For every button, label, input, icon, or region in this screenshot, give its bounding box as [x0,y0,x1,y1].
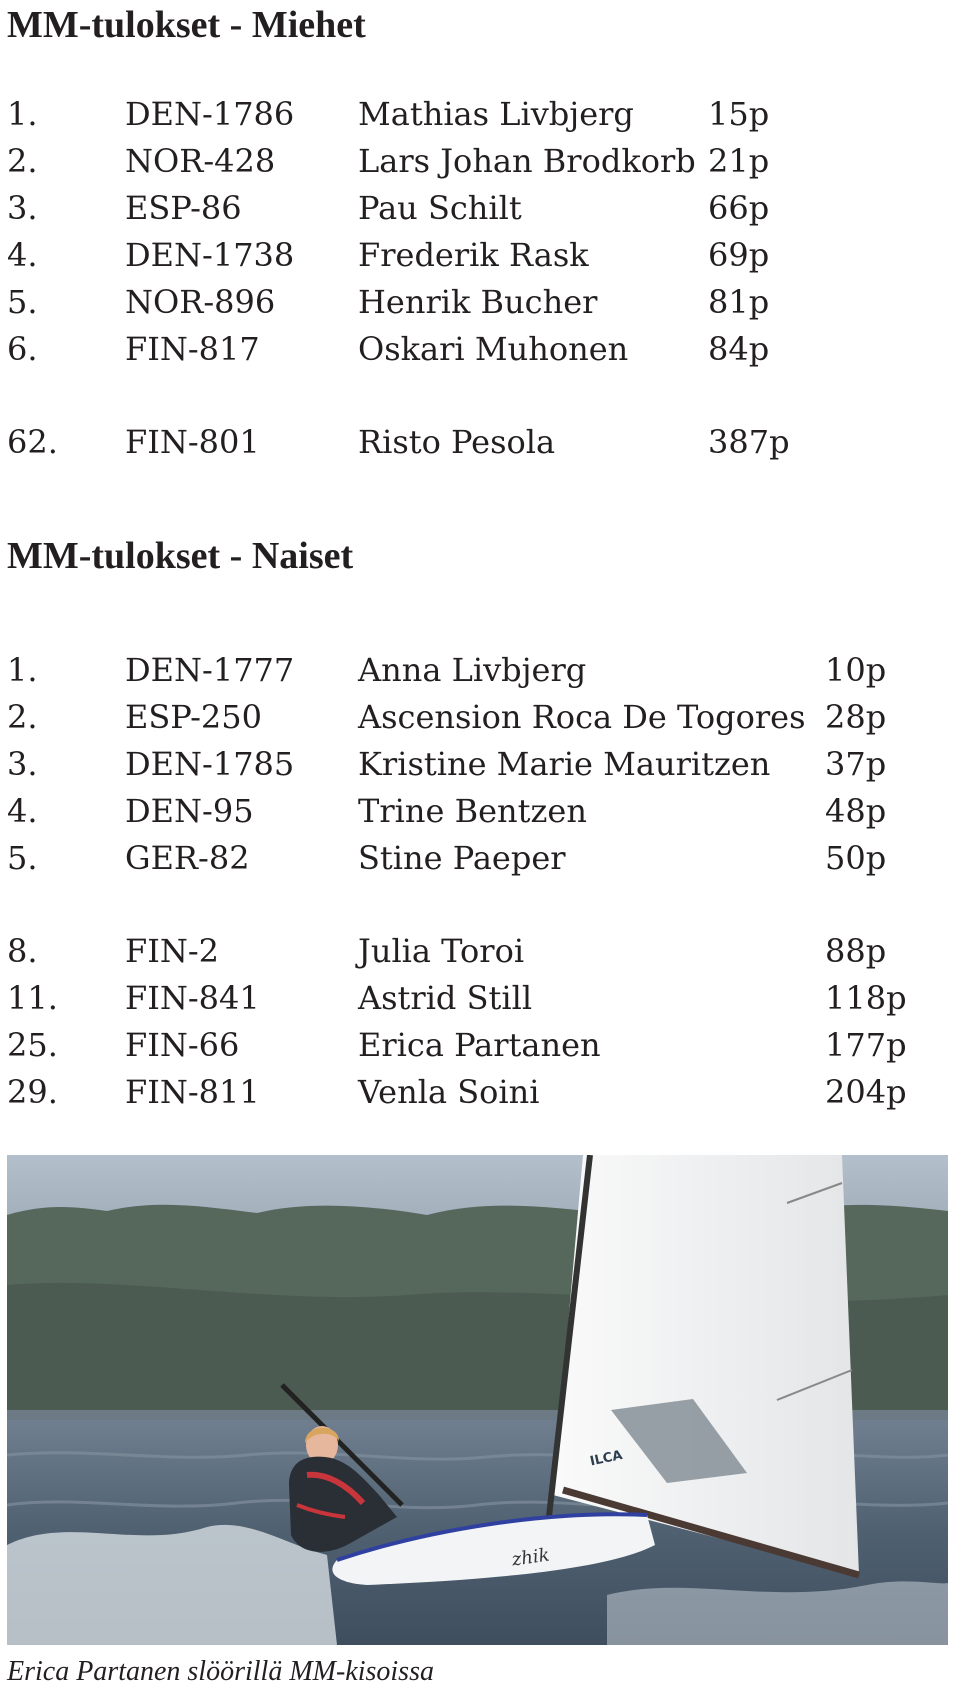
sailor-name-cell: Anna Livbjerg [358,651,587,689]
sailor-name-cell: Risto Pesola [358,423,556,461]
sail-number-cell: DEN-1738 [125,236,295,274]
sailor-name-cell: Kristine Marie Mauritzen [358,745,771,783]
rank-cell: 4. [7,236,38,274]
sailing-photo [7,1155,948,1645]
photo-caption: Erica Partanen slöörillä MM-kisoissa [7,1656,434,1687]
sail-number-cell: DEN-95 [125,792,254,830]
sail-number-cell: ESP-86 [125,189,242,227]
sailor-name-cell: Stine Paeper [358,839,566,877]
rank-cell: 5. [7,839,38,877]
spray [7,1525,337,1645]
points-cell: 204p [825,1073,907,1111]
sailor-name-cell: Mathias Livbjerg [358,95,634,133]
rank-cell: 8. [7,932,38,970]
points-cell: 50p [825,839,887,877]
rank-cell: 2. [7,698,38,736]
sailor-name-cell: Erica Partanen [358,1026,601,1064]
sail-number-cell: FIN-841 [125,979,260,1017]
sail-number-cell: DEN-1777 [125,651,295,689]
sail-number-cell: DEN-1786 [125,95,295,133]
points-cell: 84p [708,330,770,368]
rank-cell: 4. [7,792,38,830]
points-cell: 37p [825,745,887,783]
sailor-name-cell: Oskari Muhonen [358,330,629,368]
points-cell: 66p [708,189,770,227]
sailor-name-cell: Henrik Bucher [358,283,598,321]
rank-cell: 2. [7,142,38,180]
sailing-photo-illustration [7,1155,948,1645]
rank-cell: 29. [7,1073,58,1111]
sailor-name-cell: Julia Toroi [358,932,525,970]
rank-cell: 1. [7,95,38,133]
rank-cell: 1. [7,651,38,689]
points-cell: 28p [825,698,887,736]
rank-cell: 5. [7,283,38,321]
points-cell: 88p [825,932,887,970]
sailor-name-cell: Astrid Still [358,979,533,1017]
rank-cell: 3. [7,189,38,227]
rank-cell: 25. [7,1026,58,1064]
points-cell: 10p [825,651,887,689]
sailor-name-cell: Trine Bentzen [358,792,587,830]
points-cell: 387p [708,423,790,461]
sail-number-cell: FIN-801 [125,423,260,461]
rank-cell: 11. [7,979,58,1017]
sail-number-cell: ESP-250 [125,698,262,736]
sail-number-cell: FIN-811 [125,1073,260,1111]
hull-logo: zhik [510,1544,551,1571]
points-cell: 177p [825,1026,907,1064]
men-results-heading: MM-tulokset - Miehet [7,4,366,46]
points-cell: 69p [708,236,770,274]
points-cell: 48p [825,792,887,830]
sail-number-cell: NOR-896 [125,283,276,321]
points-cell: 81p [708,283,770,321]
points-cell: 118p [825,979,907,1017]
sailor-name-cell: Frederik Rask [358,236,589,274]
women-results-heading: MM-tulokset - Naiset [7,535,354,577]
rank-cell: 6. [7,330,38,368]
points-cell: 21p [708,142,770,180]
sail-number-cell: FIN-66 [125,1026,240,1064]
points-cell: 15p [708,95,770,133]
sail-number-cell: DEN-1785 [125,745,295,783]
sail-number-cell: FIN-2 [125,932,220,970]
sail-number-cell: GER-82 [125,839,250,877]
sail-logo: ILCA [588,1447,624,1470]
sail-number-cell: FIN-817 [125,330,260,368]
sail-number-cell: NOR-428 [125,142,276,180]
sailor-name-cell: Ascension Roca De Togores [358,698,806,736]
sailor-name-cell: Venla Soini [358,1073,540,1111]
rank-cell: 3. [7,745,38,783]
sailor-name-cell: Lars Johan Brodkorb [358,142,696,180]
rank-cell: 62. [7,423,58,461]
sailor-name-cell: Pau Schilt [358,189,522,227]
